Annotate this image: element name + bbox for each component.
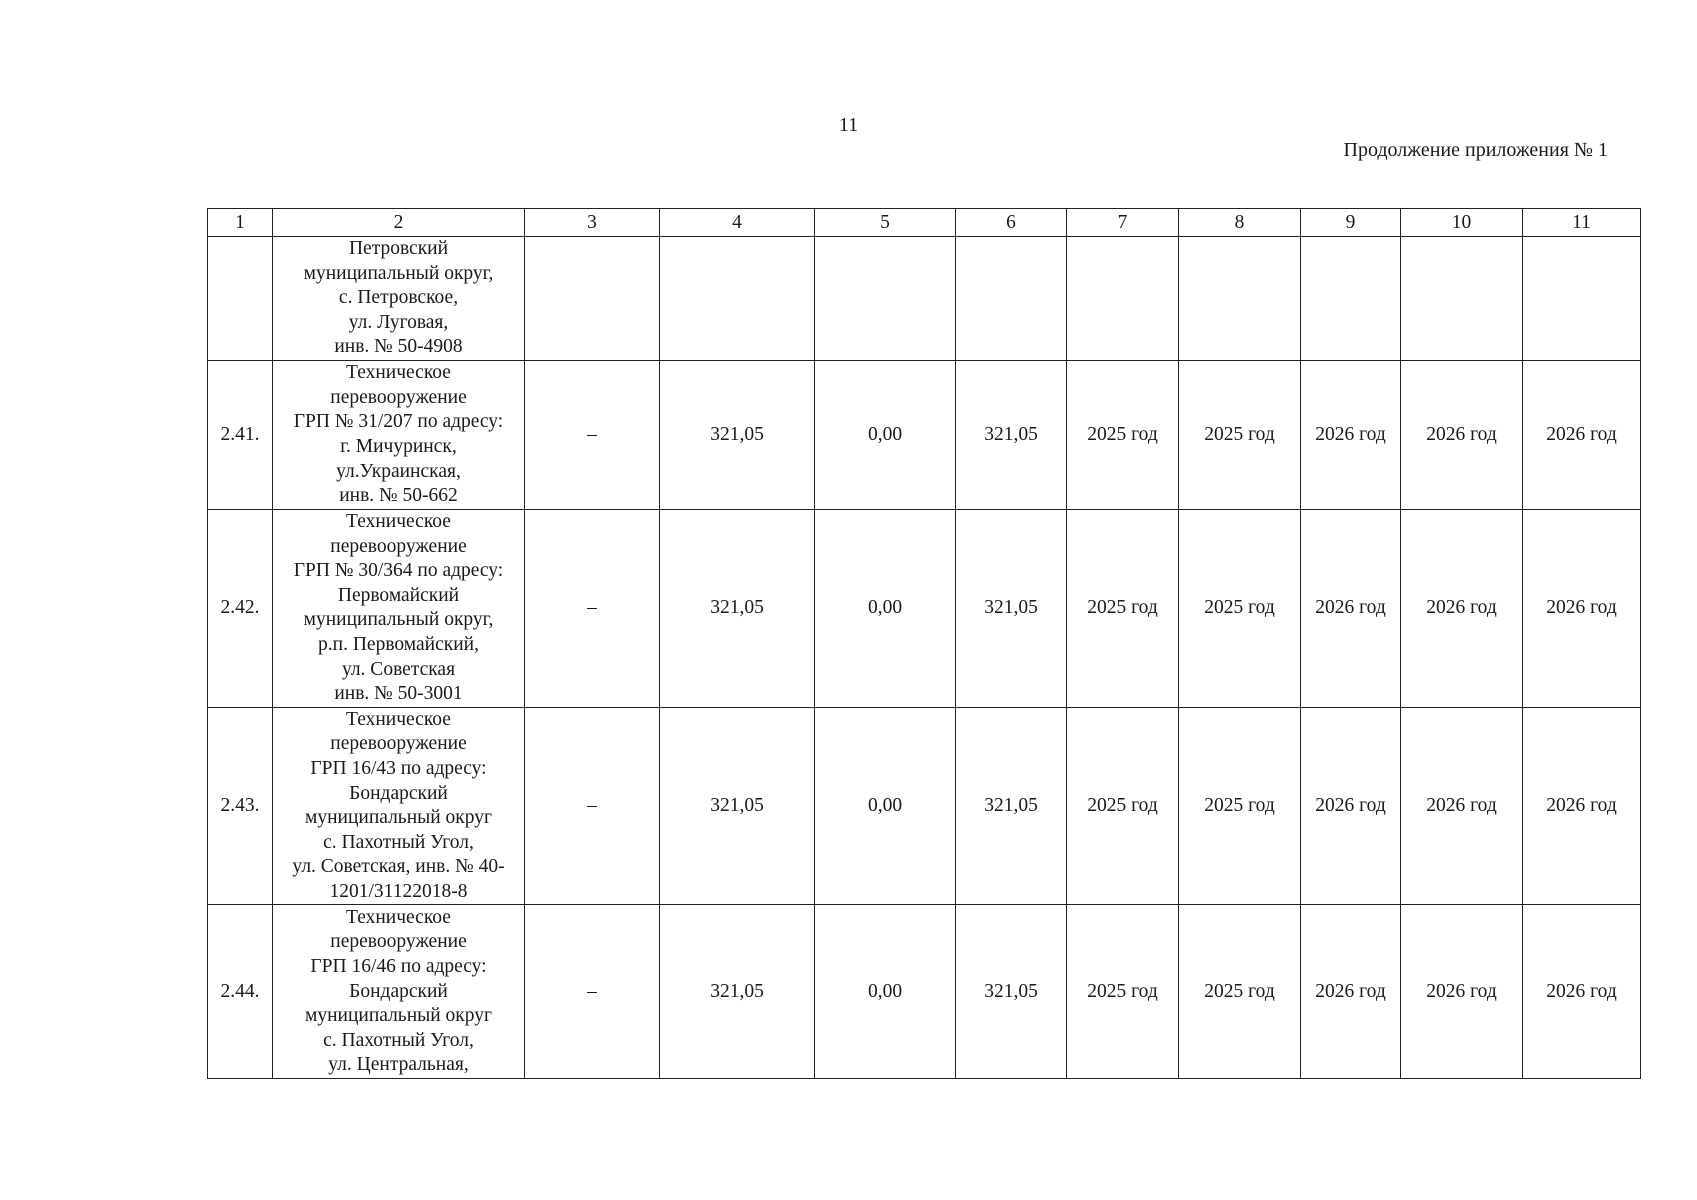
column-header: 2 [273,209,525,237]
appendix-continuation-note: Продолжение приложения № 1 [1343,139,1608,161]
cell-col5: 0,00 [815,905,956,1079]
cell-col3: – [525,509,660,707]
description-line: инв. № 50-3001 [334,683,463,705]
column-header: 9 [1301,209,1401,237]
description-line: ГРП 16/46 по адресу: [310,956,487,978]
cell-col11: 2026 год [1523,509,1641,707]
cell-col8 [1179,237,1301,361]
description-line: инв. № 50-662 [339,485,458,507]
description-line: ГРП № 31/207 по адресу: [293,411,504,433]
cell-col11 [1523,237,1641,361]
cell-col3: – [525,905,660,1079]
row-number: 2.41. [208,360,273,509]
cell-col7: 2025 год [1067,509,1179,707]
cell-col10: 2026 год [1401,509,1523,707]
column-header: 6 [956,209,1067,237]
column-number-row [208,209,1641,237]
cell-col8: 2025 год [1179,360,1301,509]
description-line: 1201/31122018-8 [329,880,468,902]
cell-col9: 2026 год [1301,509,1401,707]
cell-col10: 2026 год [1401,707,1523,905]
row-description [273,509,525,707]
description-line: Техническое [346,510,451,532]
cell-col4: 321,05 [660,509,815,707]
cell-col5: 0,00 [815,360,956,509]
cell-col8: 2025 год [1179,707,1301,905]
row-description [273,707,525,905]
description-line: муниципальный округ, [303,262,494,284]
row-number: 2.44. [208,905,273,1079]
row-number: 2.42. [208,509,273,707]
cell-col11: 2026 год [1523,360,1641,509]
column-header: 1 [208,209,273,237]
table-row-continued [208,237,1641,361]
cell-col3 [525,237,660,361]
row-description [273,905,525,1079]
appendix-table [207,208,1641,1079]
description-line: Техническое [346,362,451,384]
description-line: ул. Луговая, [348,311,449,333]
table-row [208,707,1641,905]
column-header: 5 [815,209,956,237]
description-line: с. Пахотный Угол, [323,1029,474,1051]
column-header: 10 [1401,209,1523,237]
description-line: муниципальный округ [304,807,493,829]
cell-col6: 321,05 [956,905,1067,1079]
page-number: 11 [838,114,859,136]
description-line: перевооружение [330,386,467,408]
description-line: р.п. Первомайский, [318,633,479,655]
column-header: 8 [1179,209,1301,237]
cell-col9 [1301,237,1401,361]
column-header: 7 [1067,209,1179,237]
cell-col9: 2026 год [1301,360,1401,509]
cell-col11: 2026 год [1523,905,1641,1079]
cell-col3: – [525,707,660,905]
cell-col6 [956,237,1067,361]
table-row [208,360,1641,509]
table-row [208,509,1641,707]
row-number: 2.43. [208,707,273,905]
description-line: Техническое [346,708,451,730]
row-description [273,237,525,361]
column-header: 3 [525,209,660,237]
cell-col10 [1401,237,1523,361]
cell-col5: 0,00 [815,707,956,905]
row-number [208,237,273,361]
cell-col7: 2025 год [1067,905,1179,1079]
cell-col6: 321,05 [956,509,1067,707]
table-row [208,905,1641,1079]
column-header: 11 [1523,209,1641,237]
description-line: Бондарский [349,980,448,1002]
description-line: ул. Советская, инв. № 40- [292,856,505,878]
cell-col9: 2026 год [1301,905,1401,1079]
description-line: перевооружение [330,733,467,755]
cell-col6: 321,05 [956,707,1067,905]
description-line: ГРП 16/43 по адресу: [310,757,487,779]
cell-col6: 321,05 [956,360,1067,509]
cell-col4 [660,237,815,361]
cell-col4: 321,05 [660,360,815,509]
description-line: перевооружение [330,535,467,557]
cell-col3: – [525,360,660,509]
column-header: 4 [660,209,815,237]
cell-col10: 2026 год [1401,360,1523,509]
description-line: инв. № 50-4908 [334,336,463,358]
description-line: муниципальный округ, [303,609,494,631]
description-line: перевооружение [330,931,467,953]
row-description [273,360,525,509]
description-line: ул. Советская [341,658,456,680]
description-line: ГРП № 30/364 по адресу: [293,560,504,582]
cell-col11: 2026 год [1523,707,1641,905]
cell-col4: 321,05 [660,905,815,1079]
cell-col5 [815,237,956,361]
description-line: ул. Центральная, [328,1054,469,1076]
cell-col7 [1067,237,1179,361]
cell-col7: 2025 год [1067,360,1179,509]
cell-col7: 2025 год [1067,707,1179,905]
description-line: Петровский [348,238,449,259]
cell-col9: 2026 год [1301,707,1401,905]
cell-col8: 2025 год [1179,509,1301,707]
description-line: Техническое [346,906,451,928]
cell-col4: 321,05 [660,707,815,905]
description-line: г. Мичуринск, [340,435,457,457]
description-line: с. Петровское, [338,287,459,309]
description-line: ул.Украинская, [336,460,461,482]
cell-col5: 0,00 [815,509,956,707]
cell-col10: 2026 год [1401,905,1523,1079]
description-line: муниципальный округ [304,1005,493,1027]
cell-col8: 2025 год [1179,905,1301,1079]
description-line: Первомайский [337,584,460,606]
description-line: с. Пахотный Угол, [323,831,474,853]
description-line: Бондарский [349,782,448,804]
